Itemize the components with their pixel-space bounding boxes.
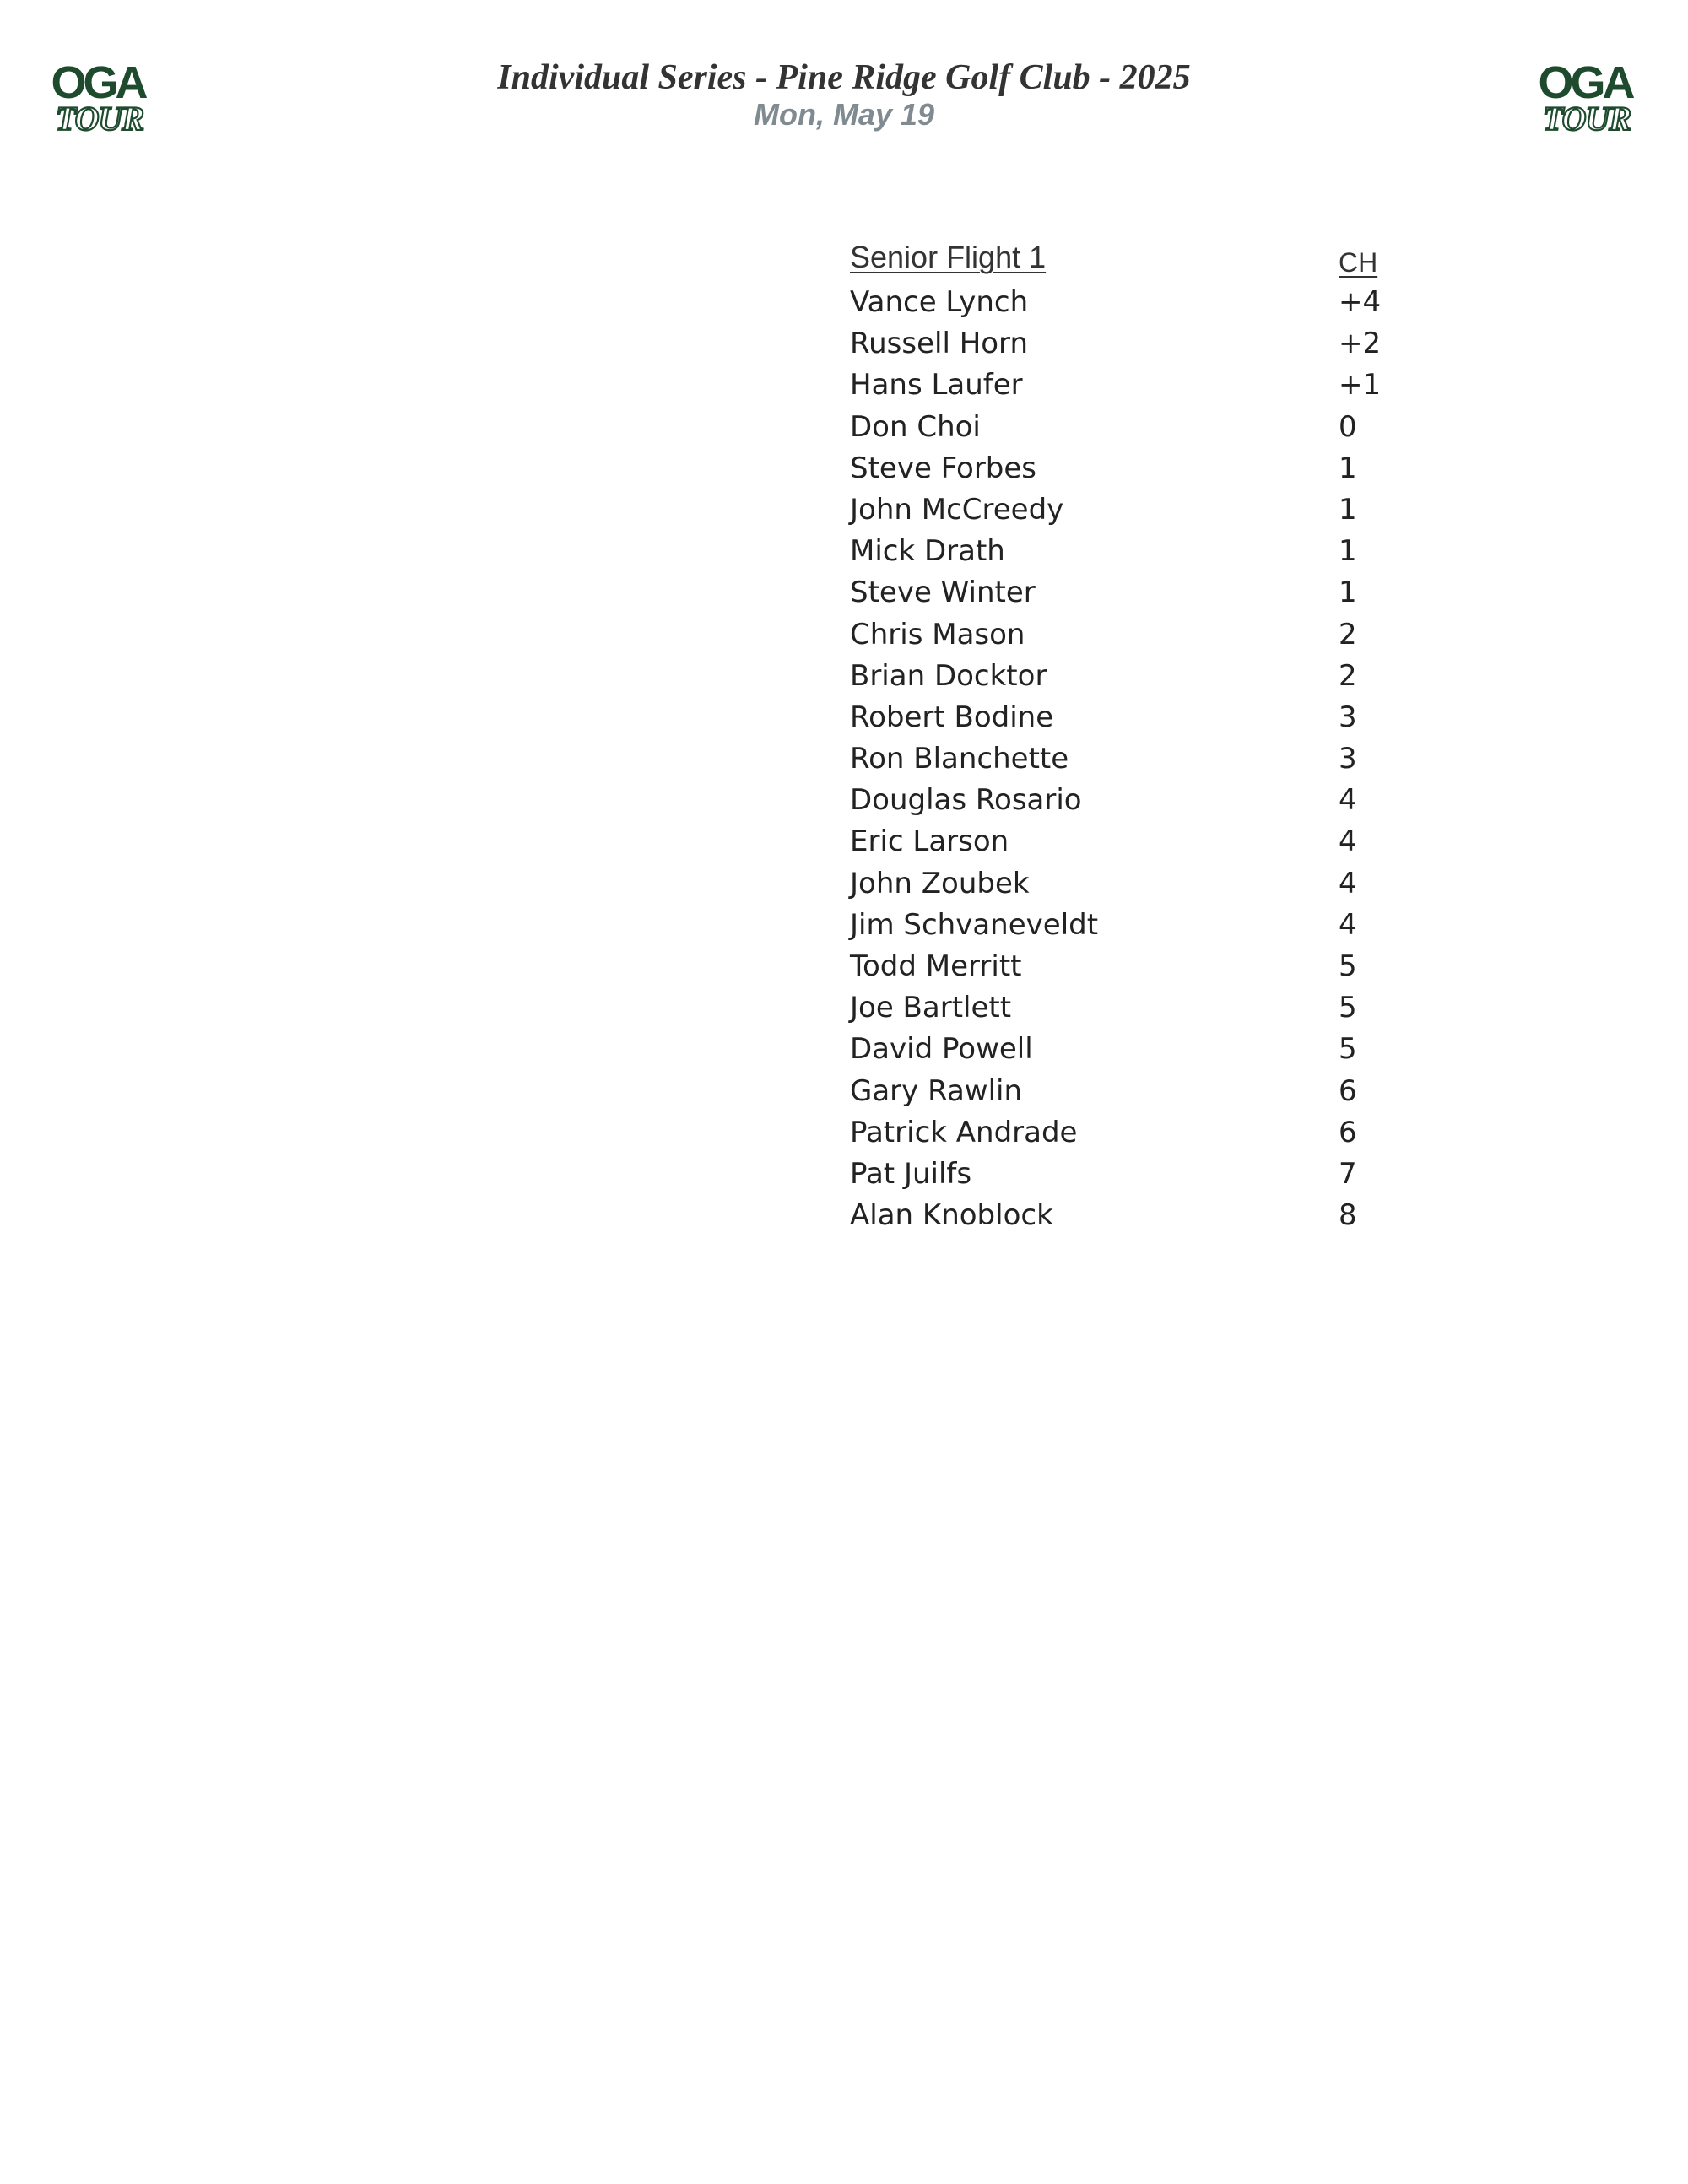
player-row xyxy=(850,365,1424,406)
player-course-handicap: 0 xyxy=(1339,409,1357,444)
event-date: Mon, May 19 xyxy=(753,97,935,132)
player-row xyxy=(850,821,1424,862)
player-name: Alan Knoblock xyxy=(850,1198,1053,1233)
player-name: Joe Bartlett xyxy=(850,991,1012,1025)
player-name: John McCreedy xyxy=(850,492,1064,527)
player-name: Robert Bodine xyxy=(850,700,1054,734)
player-course-handicap: 6 xyxy=(1339,1073,1357,1108)
player-name: Douglas Rosario xyxy=(850,783,1082,818)
player-row xyxy=(850,1154,1424,1195)
player-row xyxy=(850,531,1424,572)
player-course-handicap: 1 xyxy=(1339,492,1357,527)
player-course-handicap: 5 xyxy=(1339,949,1357,983)
player-course-handicap: 3 xyxy=(1339,700,1357,734)
player-row xyxy=(850,282,1424,323)
player-name: David Powell xyxy=(850,1032,1033,1067)
player-course-handicap: 2 xyxy=(1339,617,1357,651)
flight-header xyxy=(850,236,1424,278)
player-course-handicap: 7 xyxy=(1339,1156,1357,1191)
player-name: Vance Lynch xyxy=(850,285,1029,319)
player-name: Mick Drath xyxy=(850,534,1005,569)
player-name: Ron Blanchette xyxy=(850,742,1069,776)
player-name: Jim Schvaneveldt xyxy=(850,907,1099,942)
player-course-handicap: +2 xyxy=(1339,327,1382,361)
player-name: Gary Rawlin xyxy=(850,1073,1023,1108)
player-list xyxy=(850,282,1424,1236)
svg-text:TOUR: TOUR xyxy=(55,100,144,137)
page-header xyxy=(338,56,1350,133)
ch-column-header: CH xyxy=(1339,247,1378,278)
player-course-handicap: +1 xyxy=(1339,368,1382,403)
player-course-handicap: 1 xyxy=(1339,451,1357,485)
player-course-handicap: 4 xyxy=(1339,824,1357,859)
player-row xyxy=(850,323,1424,365)
player-course-handicap: 6 xyxy=(1339,1115,1357,1149)
oga-tour-logo-graphic xyxy=(1526,56,1644,137)
player-row xyxy=(850,863,1424,905)
oga-tour-logo-graphic xyxy=(39,56,157,137)
player-course-handicap: 5 xyxy=(1339,991,1357,1025)
player-row xyxy=(850,697,1424,738)
player-row xyxy=(850,448,1424,489)
oga-tour-logo-left xyxy=(39,56,157,137)
player-course-handicap: 4 xyxy=(1339,783,1357,818)
player-course-handicap: 3 xyxy=(1339,742,1357,776)
player-name: Russell Horn xyxy=(850,327,1028,361)
player-row xyxy=(850,489,1424,531)
player-row xyxy=(850,1071,1424,1112)
player-row xyxy=(850,738,1424,780)
player-course-handicap: +4 xyxy=(1339,285,1382,319)
player-row xyxy=(850,1029,1424,1070)
player-course-handicap: 8 xyxy=(1339,1198,1357,1233)
player-name: John Zoubek xyxy=(850,866,1030,900)
player-name: Hans Laufer xyxy=(850,368,1023,403)
player-row xyxy=(850,946,1424,987)
player-row xyxy=(850,572,1424,614)
player-row xyxy=(850,780,1424,821)
oga-tour-logo-right xyxy=(1526,56,1644,137)
player-course-handicap: 4 xyxy=(1339,907,1357,942)
player-name: Todd Merritt xyxy=(850,949,1022,983)
player-row xyxy=(850,407,1424,448)
player-course-handicap: 5 xyxy=(1339,1032,1357,1067)
svg-text:TOUR: TOUR xyxy=(1542,100,1631,137)
player-name: Don Choi xyxy=(850,409,981,444)
player-name: Steve Winter xyxy=(850,576,1036,610)
player-row xyxy=(850,905,1424,946)
flight-name: Senior Flight 1 xyxy=(850,240,1047,274)
player-name: Brian Docktor xyxy=(850,658,1047,693)
player-row xyxy=(850,1112,1424,1154)
player-course-handicap: 2 xyxy=(1339,658,1357,693)
player-name: Steve Forbes xyxy=(850,451,1037,485)
player-course-handicap: 1 xyxy=(1339,576,1357,610)
player-name: Eric Larson xyxy=(850,824,1009,859)
flight-roster xyxy=(850,236,1424,1236)
player-course-handicap: 1 xyxy=(1339,534,1357,569)
player-name: Chris Mason xyxy=(850,617,1025,651)
svg-text:OGA: OGA xyxy=(51,57,145,108)
player-row xyxy=(850,656,1424,697)
player-name: Pat Juilfs xyxy=(850,1156,972,1191)
player-row xyxy=(850,987,1424,1029)
player-name: Patrick Andrade xyxy=(850,1115,1078,1149)
player-row xyxy=(850,1195,1424,1236)
player-row xyxy=(850,614,1424,656)
svg-text:OGA: OGA xyxy=(1538,57,1632,108)
page-title: Individual Series - Pine Ridge Golf Club - 2025 xyxy=(497,58,1191,97)
player-course-handicap: 4 xyxy=(1339,866,1357,900)
